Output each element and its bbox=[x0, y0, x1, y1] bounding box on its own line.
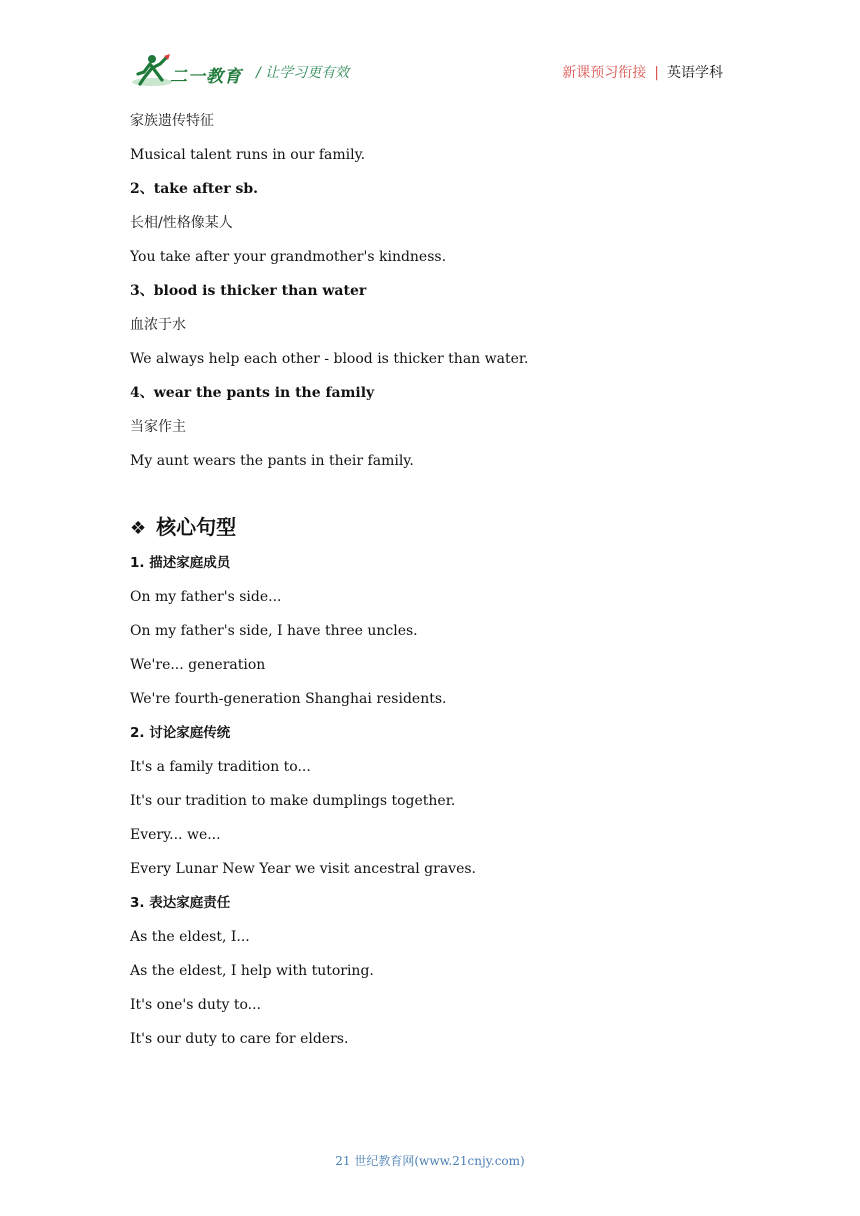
header-preview-label: 新课预习衔接 bbox=[562, 65, 647, 81]
header-right bbox=[562, 62, 723, 82]
group-2-heading: 2. 讨论家庭传统 bbox=[130, 725, 231, 741]
idiom-3-meaning: 血浓于水 bbox=[130, 317, 186, 333]
idiom-3-example: We always help each other - blood is thicker than water. bbox=[130, 351, 529, 367]
page-header bbox=[0, 0, 860, 100]
idiom-1-example: Musical talent runs in our family. bbox=[130, 147, 366, 163]
idiom-2-example: You take after your grandmother's kindness. bbox=[130, 249, 447, 265]
page-footer: 21 世纪教育网(www.21cnjy.com) bbox=[335, 1154, 525, 1168]
group-3-heading: 3. 表达家庭责任 bbox=[130, 895, 231, 911]
group-2-pattern-1: It's a family tradition to... bbox=[130, 759, 311, 775]
logo-text: 二一教育 bbox=[170, 67, 242, 87]
group-1-example-2: We're fourth-generation Shanghai residents. bbox=[130, 691, 447, 707]
idiom-4-meaning: 当家作主 bbox=[130, 419, 186, 435]
idiom-2-heading: 2、take after sb. bbox=[130, 181, 259, 197]
group-3-example-2: It's our duty to care for elders. bbox=[130, 1031, 349, 1047]
header-subject-label: 英语学科 bbox=[667, 65, 723, 81]
group-2-pattern-2: Every... we... bbox=[130, 827, 221, 843]
section-title-text: 核心句型 bbox=[156, 515, 237, 539]
group-1-pattern-2: We're... generation bbox=[130, 657, 266, 673]
header-divider: | bbox=[654, 65, 659, 81]
idiom-2-meaning: 长相/性格像某人 bbox=[130, 215, 233, 231]
idiom-1-meaning: 家族遗传特征 bbox=[130, 113, 214, 129]
group-3-pattern-1: As the eldest, I... bbox=[130, 929, 250, 945]
group-2-example-2: Every Lunar New Year we visit ancestral graves. bbox=[130, 861, 476, 877]
runner-logo-icon bbox=[130, 52, 174, 88]
document-body bbox=[130, 108, 730, 1060]
group-1-example-1: On my father's side, I have three uncles. bbox=[130, 623, 418, 639]
group-1-heading: 1. 描述家庭成员 bbox=[130, 555, 231, 571]
logo bbox=[130, 52, 242, 88]
diamond-bullet-icon: ❖ bbox=[130, 518, 147, 539]
idiom-3-heading: 3、blood is thicker than water bbox=[130, 283, 367, 299]
group-1-pattern-1: On my father's side... bbox=[130, 589, 282, 605]
group-2-example-1: It's our tradition to make dumplings together. bbox=[130, 793, 456, 809]
group-3-pattern-2: It's one's duty to... bbox=[130, 997, 261, 1013]
section-gap bbox=[130, 482, 730, 504]
group-3-example-1: As the eldest, I help with tutoring. bbox=[130, 963, 374, 979]
header-slogan: / 让学习更有效 bbox=[256, 65, 350, 81]
idiom-4-heading: 4、wear the pants in the family bbox=[130, 385, 375, 401]
idiom-4-example: My aunt wears the pants in their family. bbox=[130, 453, 414, 469]
section-title bbox=[130, 504, 730, 550]
